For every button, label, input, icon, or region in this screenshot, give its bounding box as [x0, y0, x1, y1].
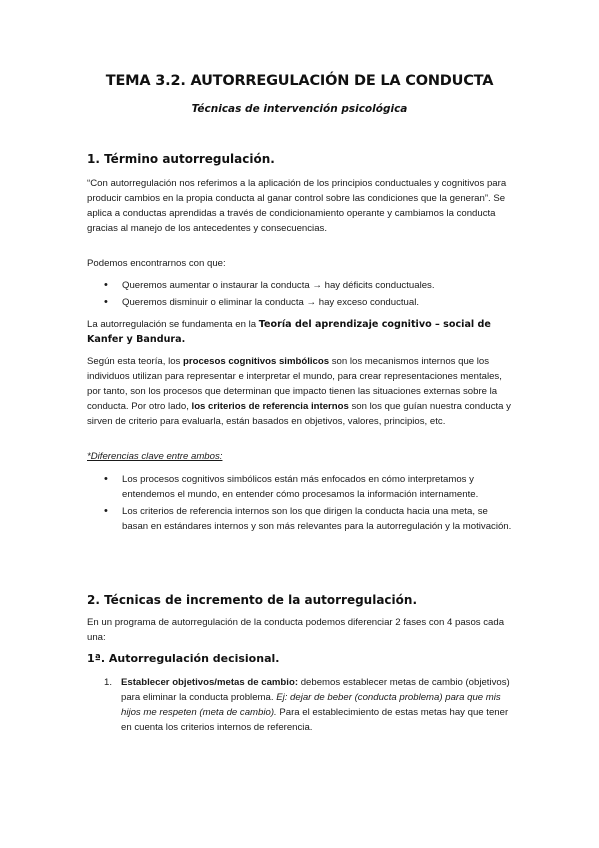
- steps-numbered-list: [104, 675, 516, 735]
- list-item: • Los criterios de referencia internos son los que dirigen la conducta hacia una meta, se basan en estándares internos y son más relevantes para la autorregulación y la motivación.: [104, 504, 514, 534]
- theory-name: Teoría del aprendizaje cognitivo – social de Kanfer y Bandura.: [87, 319, 491, 345]
- differences-bullet-list: [104, 472, 514, 534]
- theory-text: La autorregulación se fundamenta en la: [87, 319, 259, 330]
- list-item: • Queremos aumentar o instaurar la conducta → hay déficits conductuales.: [104, 278, 514, 293]
- conduct-bullet-list: [104, 278, 514, 310]
- section-1-heading: 1. Término autorregulación.: [87, 152, 275, 166]
- section-2-paragraph-intro: En un programa de autorregulación de la conducta podemos diferenciar 2 fases con 4 pasos cada una:: [87, 617, 505, 643]
- section-1-paragraph-intro-list: Podemos encontrarnos con que:: [87, 258, 226, 269]
- document-title: TEMA 3.2. AUTORREGULACIÓN DE LA CONDUCTA: [105, 73, 494, 89]
- section-1-paragraph-definition: “Con autorregulación nos referimos a la aplicación de los principios conductuales y cognitivos para producir cambios en la propia conducta al ganar control sobre las condiciones que la generan”. Se aplica a conductas aprendidas a través de condicionamiento operante y cambiamos la conducta gracias al manejo de los antecedentes y consecuencias.: [87, 178, 507, 234]
- phase-1-heading: 1ª. Autorregulación decisional.: [87, 652, 280, 665]
- step-text: Para el establecimiento de estas metas hay que tener en cuenta los criterios internos de referencia.: [121, 707, 509, 733]
- processes-text: son los mecanismos internos que los individuos utilizan para representar e interpretar el mundo, para crear representaciones mentales, por tanto, son los procesos que determinan que impacto tienen las situaciones externas sobre la conducta. Por otro lado,: [87, 356, 502, 412]
- step-example: Ej: dejar de beber (conducta problema) para que mis hijos me respeten (meta de cambio).: [121, 692, 501, 718]
- list-item: [104, 675, 516, 735]
- processes-term: procesos cognitivos simbólicos: [183, 356, 330, 367]
- step-text: debemos establecer metas de cambio (objetivos) para eliminar la conducta problema.: [121, 677, 510, 703]
- list-item: • Queremos disminuir o eliminar la conducta → hay exceso conductual.: [104, 295, 514, 310]
- processes-text: Según esta teoría, los: [87, 356, 183, 367]
- section-1-paragraph-theory: [87, 317, 527, 347]
- section-2-heading: 2. Técnicas de incremento de la autorregulación.: [87, 593, 417, 607]
- step-title: Establecer objetivos/metas de cambio:: [121, 677, 299, 688]
- document-subtitle: Técnicas de intervención psicológica: [191, 103, 408, 115]
- criteria-term: los criterios de referencia internos: [191, 401, 349, 412]
- list-item: • Los procesos cognitivos simbólicos están más enfocados en cómo interpretamos y entendemos el mundo, en entender cómo procesamos la información internamente.: [104, 472, 514, 502]
- differences-label: *Diferencias clave entre ambos:: [87, 451, 223, 462]
- list-number: 1.: [104, 677, 113, 688]
- criteria-text: son los que guían nuestra conducta y sirven de criterio para evaluarla, están basados en objetivos, valores, principios, etc.: [87, 401, 511, 427]
- section-1-paragraph-processes: [87, 354, 517, 429]
